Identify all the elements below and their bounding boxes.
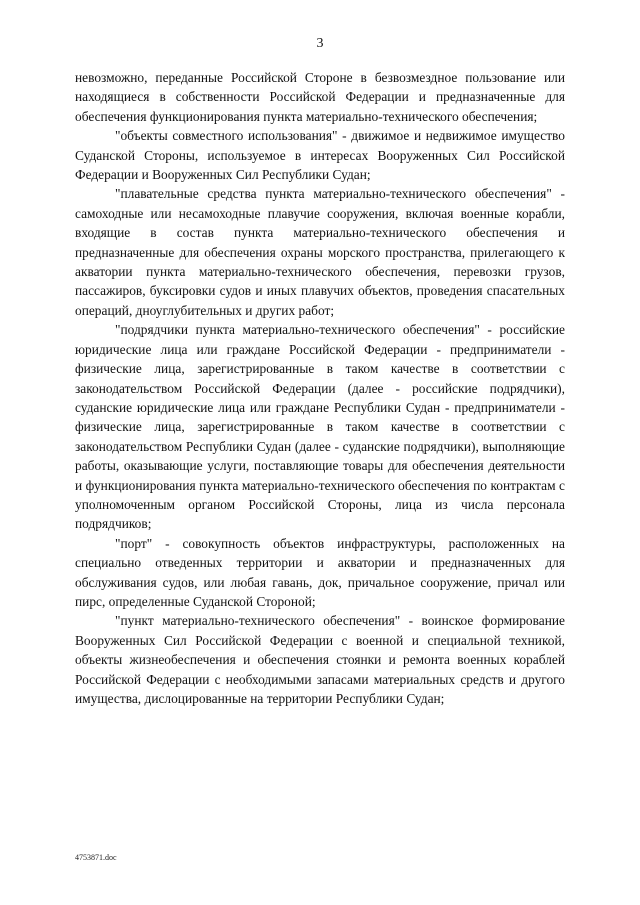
page-number: 3: [316, 36, 324, 51]
document-file-code: 4753871.doc: [75, 853, 117, 862]
document-body: [75, 68, 565, 708]
paragraph-continuation: невозможно, переданные Российской Стороне в безвозмездное пользование или находящиеся в собственности Российской Федерации и предназначенные для обеспечения функционирования пункта материально-технического обеспечения;: [75, 70, 565, 124]
paragraph-contractors-definition: "подрядчики пункта материально-технического обеспечения" - российские юридические лица или граждане Российской Федерации - предприниматели - физические лица, зарегистрированные в таком качестве в соответствии с законодательством Российской Федерации (далее - российские подрядчики), суданские юридические лица или граждане Республики Судан - предприниматели - физические лица, зарегистрированные в таком качестве в соответствии с законодательством Республики Судан (далее - суданские подрядчики), выполняющие работы, оказывающие услуги, поставляющие товары для обеспечения деятельности и функционирования пункта материально-технического обеспечения по контрактам с уполномоченным органом Российской Стороны, лица из числа персонала подрядчиков;: [75, 322, 565, 532]
paragraph-floating-craft-definition: "плавательные средства пункта материально-технического обеспечения" - самоходные или несамоходные плавучие сооружения, включая военные корабли, входящие в состав пункта материально-технического обеспечения и предназначенные для обеспечения охраны морского пространства, прилегающего к акватории пункта материально-технического обеспечения, перевозки грузов, пассажиров, буксировки судов и иных плавучих объектов, проведения спасательных операций, дноуглубительных и других работ;: [75, 186, 565, 318]
paragraph-shared-objects-definition: "объекты совместного использования" - движимое и недвижимое имущество Суданской Стороны, используемое в интересах Вооруженных Сил Российской Федерации и Вооруженных Сил Республики Судан;: [75, 128, 565, 183]
paragraph-logistics-point-definition: "пункт материально-технического обеспечения" - воинское формирование Вооруженных Сил Российской Федерации с военной и специальной техникой, объекты жизнеобеспечения и обеспечения стоянки и ремонта военных кораблей Российской Федерации с необходимыми запасами материальных средств и другого имущества, дислоцированные на территории Республики Судан;: [75, 613, 565, 706]
paragraph-port-definition: "порт" - совокупность объектов инфраструктуры, расположенных на специально отведенных территории и акватории и предназначенных для обслуживания судов, или любая гавань, док, причальное сооружение, причал или пирс, определенные Суданской Стороной;: [75, 535, 565, 609]
